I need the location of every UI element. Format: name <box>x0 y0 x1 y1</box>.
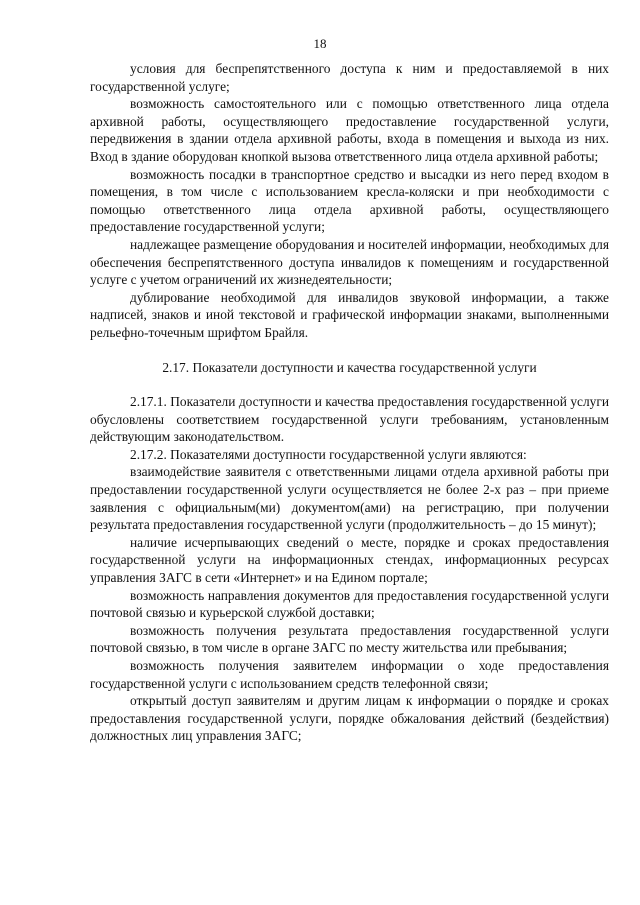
paragraph-braille-duplication: дублирование необходимой для инвалидов звуковой информации, а также надписей, знаков и иной текстовой и графической информации знаками, выполненными рельефно-точечным шрифтом Брайля. <box>90 289 609 340</box>
paragraph-vehicle-boarding: возможность посадки в транспортное средство и высадки из него перед входом в помещения, в том числе с использованием кресла-коляски и при необходимости с помощью ответственного лица отдела архивной работы, осуществляющего предоставление государственной услуги; <box>90 166 609 235</box>
paragraph-open-access: открытый доступ заявителям и другим лицам к информации о порядке и сроках предоставления государственной услуги, порядке обжалования действий (бездействия) должностных лиц управления ЗАГС; <box>90 693 609 744</box>
section-heading: 2.17. Показатели доступности и качества государственной услуги <box>162 359 537 375</box>
page-number: 18 <box>313 36 327 51</box>
paragraph-2-17-1: 2.17.1. Показатели доступности и качества предоставления государственной услуги обусловлены соответствием государственной услуги требованиям, установленным действующим законодательством. <box>90 394 609 445</box>
paragraph-independent-movement: возможность самостоятельного или с помощью ответственного лица отдела архивной работы, осуществляющего предоставление государственной услуги, передвижения в здании отдела архивной работы, входа в помещения и выхода из них. Вход в здание оборудован кнопкой вызова ответственного лица отдела архивной работы; <box>90 96 609 164</box>
paragraph-postal-submission: возможность направления документов для предоставления государственной услуги почтовой связью и курьерской службой доставки; <box>90 587 609 621</box>
paragraph-phone-status: возможность получения заявителем информации о ходе предоставления государственной услуги с использованием средств телефонной связи; <box>90 658 609 691</box>
paragraph-interaction-count: взаимодействие заявителя с ответственными лицами отдела архивной работы при предоставлении государственной услуги осуществляется не более 2-х раз – при приеме заявления с официальным(ми) документом(ами) на регистрацию, при получении результата предоставления государственной услуги (продолжительность – до 15 минут); <box>90 464 609 533</box>
paragraph-equipment-placement: надлежащее размещение оборудования и носителей информации, необходимых для обеспечения беспрепятственного доступа инвалидов к помещениям и государственной услуге с учетом ограничений их жизнедеятельности; <box>90 236 609 288</box>
paragraph-exhaustive-info: наличие исчерпывающих сведений о месте, порядке и сроках предоставления государственной услуги на информационных стендах, информационных ресурсах управления ЗАГС в сети «Интернет» и на Едином портале; <box>90 534 609 586</box>
document-body <box>90 60 609 745</box>
paragraph-accessible-conditions: условия для беспрепятственного доступа к ним и предоставляемой в них государственной услуге; <box>90 61 609 94</box>
paragraph-2-17-2: 2.17.2. Показателями доступности государственной услуги являются: <box>130 446 527 462</box>
paragraph-postal-result: возможность получения результата предоставления государственной услуги почтовой связью, в том числе в органе ЗАГС по месту жительства или пребывания; <box>90 622 609 656</box>
